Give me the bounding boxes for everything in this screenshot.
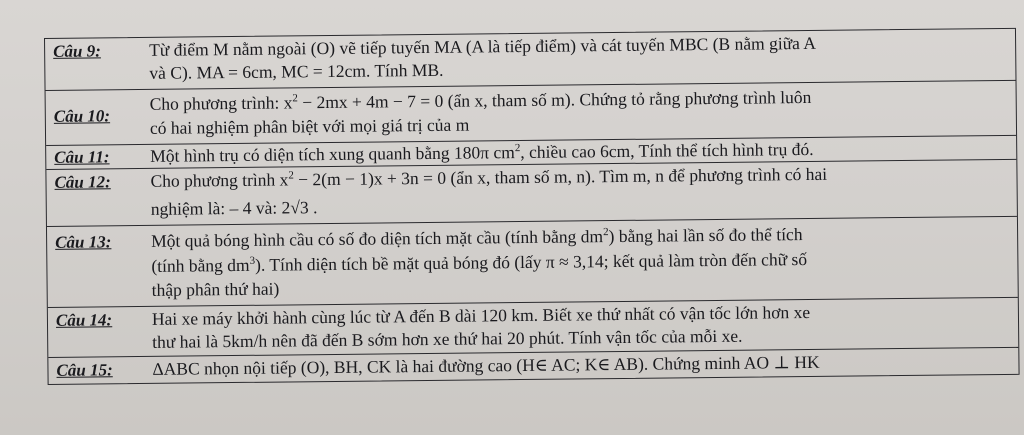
question-text-line: Cho phương trình: $x^2 - 2mx + 4m - 7 = 0$ (ẩn x, tham số m). Chứng tỏ rằng phương trình luôn — [149, 86, 812, 114]
question-text-line: nghiệm là: – 4 và: 2√3 . — [150, 197, 318, 219]
question-text-line: ΔABC nhọn nội tiếp (O), BH, CK là hai đường cao (H∈ AC; K∈ AB). Chứng minh AO ⊥ HK — [152, 351, 820, 379]
question-label: Câu 13: — [55, 232, 112, 252]
question-label: Câu 9: — [53, 41, 101, 61]
question-label: Câu 12: — [54, 172, 111, 192]
question-label: Câu 10: — [53, 106, 111, 126]
question-text-line: Một quả bóng hình cầu có số đo diện tích mặt cầu (tính bằng $dm^2$) bằng hai lần số đo thể tích — [151, 224, 803, 251]
question-row-10 — [46, 81, 1017, 146]
question-label: Câu 15: — [56, 360, 113, 380]
question-text-line: thập phân thứ hai) — [151, 278, 280, 300]
question-text-line: Từ điểm M nằm ngoài (O) vẽ tiếp tuyến MA (A là tiếp điểm) và cát tuyến MBC (B nằm giữa A — [149, 32, 817, 60]
question-text-line: thư hai là 5km/h nên đã đến B sớm hơn xe thứ hai 20 phút. Tính vận tốc của mỗi xe. — [152, 325, 743, 352]
question-table — [44, 28, 1020, 385]
question-text-line: Hai xe máy khởi hành cùng lúc từ A đến B dài 120 km. Biết xe thứ nhất có vận tốc lớn hơn xe — [151, 301, 811, 329]
question-text-line: và C). MA = 6cm, MC = 12cm. Tính MB. — [149, 59, 444, 83]
question-text-line: có hai nghiệm phân biệt với mọi giá trị của m — [149, 114, 470, 138]
question-text-line: (tính bằng $dm^3$). Tính diện tích bề mặt quả bóng đó (lấy π ≈ 3,14; kết quả làm tròn đến chữ số — [151, 249, 808, 276]
question-text-line: Cho phương trình $x^2 - 2(m - 1)x + 3n = 0$ (ẩn x, tham số m, n). Tìm m, n để phương trình có hai — [150, 163, 828, 191]
question-label: Câu 14: — [55, 310, 113, 330]
question-row-13 — [47, 217, 1018, 308]
question-text-line: Một hình trụ có diện tích xung quanh bằng 180π $cm^2$, chiều cao 6cm, Tính thể tích hình trụ đó. — [150, 138, 814, 166]
question-label: Câu 11: — [54, 147, 110, 167]
question-row-12 — [46, 160, 1017, 227]
